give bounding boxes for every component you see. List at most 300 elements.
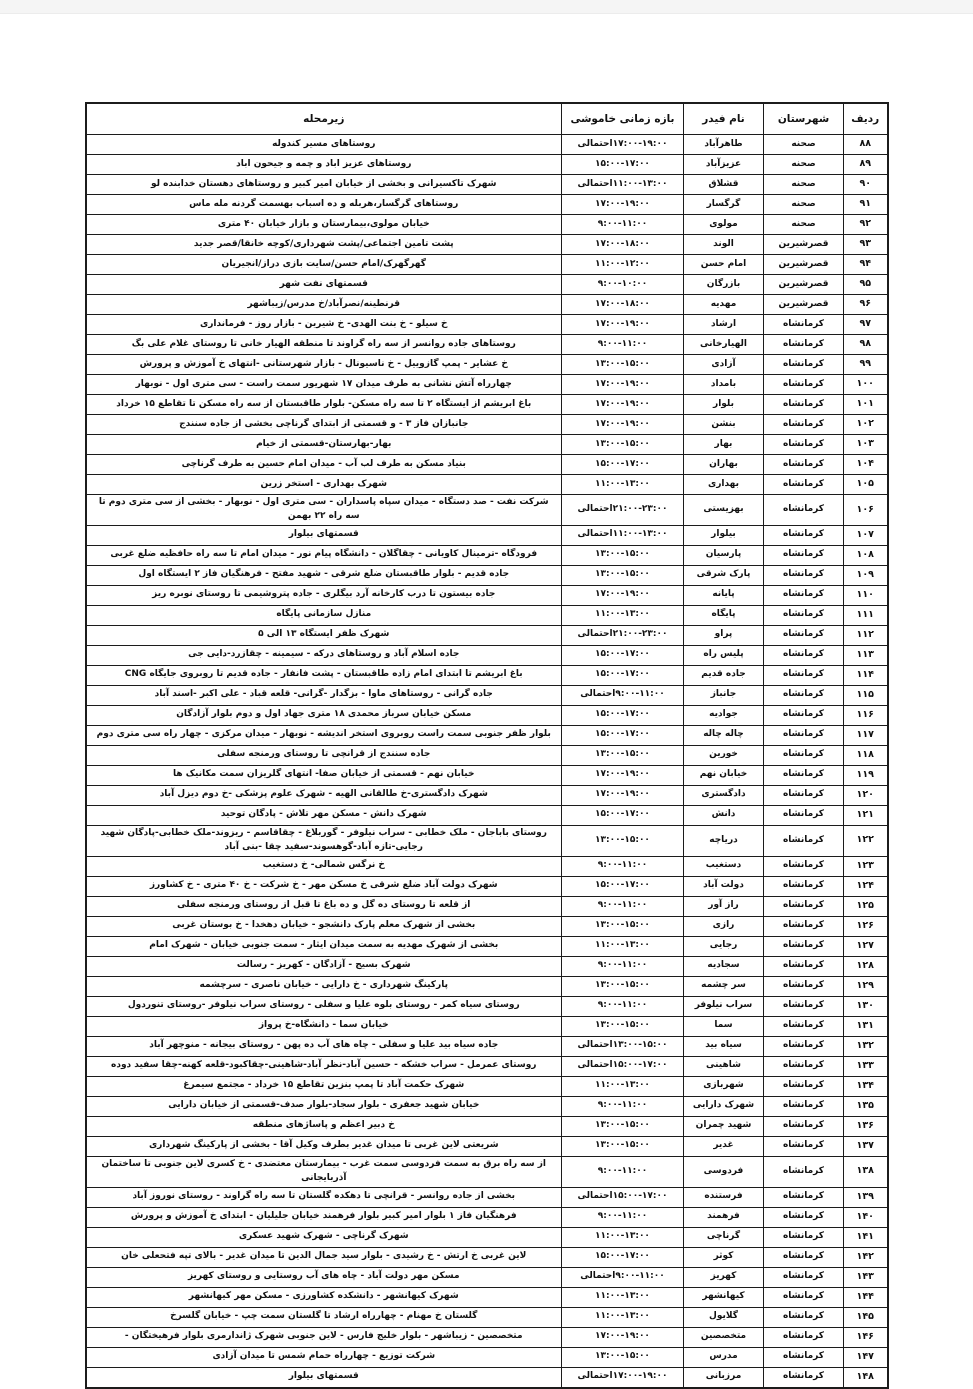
- time-range-value: ۱۱:۰۰-۱۳:۰۰: [612, 529, 668, 540]
- cell-time-range: [562, 765, 684, 785]
- time-range-value: ۱۷:۰۰-۱۸:۰۰: [595, 298, 650, 309]
- cell-row-number: ۱۰۰: [844, 375, 888, 395]
- cell-row-number: ۱۴۱: [844, 1227, 888, 1247]
- cell-sub-neighborhood: فرهنگیان فاز ۱ بلوار امیر کبیر بلوار فرهمند خیابان جلیلیان - ابتدای خ آموزش و پرورش: [86, 1207, 562, 1227]
- time-probable-note: احتمالی: [577, 1060, 613, 1071]
- time-range-value: ۱۱:۰۰-۱۲:۰۰: [595, 258, 650, 269]
- cell-time-range: [562, 896, 684, 916]
- cell-row-number: ۱۳۹: [844, 1187, 888, 1207]
- cell-county: کرمانشاه: [764, 1056, 844, 1076]
- time-probable-note: احتمالی: [577, 138, 613, 149]
- cell-sub-neighborhood: شرکت توزیع - چهارراه حمام شمس تا میدان آزادی: [86, 1347, 562, 1367]
- table-row: [86, 1096, 888, 1116]
- table-row: [86, 1307, 888, 1327]
- cell-county: صحنه: [764, 215, 844, 235]
- time-range-value: ۱۷:۰۰-۱۹:۰۰: [612, 1371, 668, 1382]
- cell-row-number: ۱۳۱: [844, 1016, 888, 1036]
- table-row: [86, 745, 888, 765]
- cell-county: کرمانشاه: [764, 1347, 844, 1367]
- cell-feeder: کوثر: [684, 1247, 764, 1267]
- cell-time-range: [562, 155, 684, 175]
- table-row: [86, 1267, 888, 1287]
- cell-feeder: بلوار: [684, 395, 764, 415]
- cell-sub-neighborhood: قسمتهای بیلوار: [86, 1367, 562, 1388]
- table-row: [86, 1367, 888, 1388]
- time-probable-note: احتمالی: [580, 1271, 616, 1282]
- table-row: [86, 725, 888, 745]
- cell-feeder: عزیزآباد: [684, 155, 764, 175]
- cell-county: کرمانشاه: [764, 976, 844, 996]
- cell-sub-neighborhood: خیابان نهم - قسمتی از خیابان صفا- انتهای گلریزان سمت مکانیک ها: [86, 765, 562, 785]
- cell-feeder: کیهانشهر: [684, 1287, 764, 1307]
- cell-feeder: چاله چاله: [684, 725, 764, 745]
- cell-sub-neighborhood: بخشی از شهرک مهدیه به سمت میدان ایثار - سمت جنوبی خیابان - شهرک امام: [86, 936, 562, 956]
- cell-county: کرمانشاه: [764, 825, 844, 856]
- cell-feeder: گلایول: [684, 1307, 764, 1327]
- cell-time-range: [562, 525, 684, 545]
- cell-time-range: [562, 936, 684, 956]
- time-range-value: ۱۳:۰۰-۱۵:۰۰: [595, 920, 650, 931]
- cell-sub-neighborhood: روستاهای مسیر کندوله: [86, 135, 562, 155]
- table-row: [86, 805, 888, 825]
- cell-sub-neighborhood: جاده اسلام آباد و روستاهای درکه - سیمینه - چقازرد-دایی جی: [86, 645, 562, 665]
- cell-time-range: [562, 1076, 684, 1096]
- cell-time-range: [562, 235, 684, 255]
- table-row: [86, 585, 888, 605]
- time-range-value: ۱۷:۰۰-۱۹:۰۰: [595, 1331, 650, 1342]
- time-range-value: ۱۷:۰۰-۱۸:۰۰: [595, 238, 650, 249]
- cell-sub-neighborhood: شهرک حکمت آباد تا پمپ بنزین تقاطع ۱۵ خرداد - مجتمع سیمرغ: [86, 1076, 562, 1096]
- cell-feeder: مدرس: [684, 1347, 764, 1367]
- cell-county: کرمانشاه: [764, 856, 844, 876]
- cell-feeder: سراب نیلوفر: [684, 996, 764, 1016]
- time-range-value: ۱۳:۰۰-۱۵:۰۰: [595, 358, 650, 369]
- table-row: [86, 355, 888, 375]
- cell-feeder: دادگستری: [684, 785, 764, 805]
- time-range-value: ۱۵:۰۰-۱۷:۰۰: [595, 158, 650, 169]
- table-row: [86, 976, 888, 996]
- cell-feeder: دولت آباد: [684, 876, 764, 896]
- cell-row-number: ۱۰۵: [844, 475, 888, 495]
- cell-feeder: سیاه بید: [684, 1036, 764, 1056]
- cell-county: کرمانشاه: [764, 415, 844, 435]
- cell-sub-neighborhood: روستای عمرمل - سراب خشکه - حسین آباد-نظر آباد-شاهینی-چقاکبود-قلعه کهنه-چقا سفید دوده: [86, 1056, 562, 1076]
- table-row: [86, 1076, 888, 1096]
- cell-county: کرمانشاه: [764, 785, 844, 805]
- cell-time-range: [562, 1187, 684, 1207]
- cell-time-range: [562, 705, 684, 725]
- cell-row-number: ۱۰۶: [844, 495, 888, 526]
- cell-time-range: [562, 805, 684, 825]
- cell-county: کرمانشاه: [764, 1207, 844, 1227]
- cell-row-number: ۹۷: [844, 315, 888, 335]
- cell-feeder: امام حسن: [684, 255, 764, 275]
- cell-sub-neighborhood: گلستان خ مهنام - چهارراه ارشاد تا گلستان سمت چپ - خیابان گلسرخ: [86, 1307, 562, 1327]
- cell-county: کرمانشاه: [764, 355, 844, 375]
- table-row: [86, 375, 888, 395]
- col-header-sub-neighborhood: زیرمحله: [86, 103, 562, 135]
- cell-sub-neighborhood: چهارراه آتش نشانی به طرف میدان ۱۷ شهریور سمت راست - سی متری اول - نوبهار: [86, 375, 562, 395]
- cell-county: کرمانشاه: [764, 1187, 844, 1207]
- cell-county: کرمانشاه: [764, 525, 844, 545]
- cell-sub-neighborhood: خیابان سما - دانشگاه-خ پرواز: [86, 1016, 562, 1036]
- cell-time-range: [562, 1287, 684, 1307]
- cell-time-range: [562, 565, 684, 585]
- cell-row-number: ۸۸: [844, 135, 888, 155]
- cell-sub-neighborhood: قسمتهای نفت شهر: [86, 275, 562, 295]
- cell-row-number: ۱۴۴: [844, 1287, 888, 1307]
- table-row: [86, 1136, 888, 1156]
- cell-county: کرمانشاه: [764, 745, 844, 765]
- cell-sub-neighborhood: باغ ابریشم تا ابتدای امام زاده طاقبستان - پشت فانفار - جاده قدیم تا روبروی جایگاه CNG: [86, 665, 562, 685]
- cell-county: کرمانشاه: [764, 645, 844, 665]
- cell-row-number: ۱۴۳: [844, 1267, 888, 1287]
- cell-feeder: غدیر: [684, 1136, 764, 1156]
- time-probable-note: احتمالی: [580, 689, 616, 700]
- cell-time-range: [562, 1307, 684, 1327]
- table-row: [86, 625, 888, 645]
- cell-time-range: [562, 1367, 684, 1388]
- time-range-value: ۲۱:۰۰-۲۳:۰۰: [612, 629, 668, 640]
- time-range-value: ۱۵:۰۰-۱۷:۰۰: [595, 729, 650, 740]
- cell-row-number: ۱۴۷: [844, 1347, 888, 1367]
- table-row: [86, 785, 888, 805]
- table-row: [86, 765, 888, 785]
- cell-sub-neighborhood: روستاهای گرگسار،هربله و ده اسباب بهسمت گردنه مله ماس: [86, 195, 562, 215]
- time-range-value: ۱۳:۰۰-۱۵:۰۰: [595, 1140, 650, 1151]
- time-range-value: ۹:۰۰-۱۱:۰۰: [597, 1211, 648, 1222]
- cell-row-number: ۱۲۳: [844, 856, 888, 876]
- table-row: [86, 825, 888, 856]
- time-range-value: ۱۱:۰۰-۱۳:۰۰: [612, 178, 668, 189]
- cell-feeder: شهرک دارایی: [684, 1096, 764, 1116]
- time-probable-note: احتمالی: [577, 503, 613, 514]
- cell-row-number: ۱۲۴: [844, 876, 888, 896]
- cell-time-range: [562, 395, 684, 415]
- table-row: [86, 235, 888, 255]
- cell-county: کرمانشاه: [764, 685, 844, 705]
- cell-row-number: ۸۹: [844, 155, 888, 175]
- cell-time-range: [562, 1036, 684, 1056]
- cell-county: کرمانشاه: [764, 605, 844, 625]
- cell-county: کرمانشاه: [764, 956, 844, 976]
- cell-county: قصرشیرین: [764, 295, 844, 315]
- cell-row-number: ۱۱۶: [844, 705, 888, 725]
- cell-feeder: فرهمند: [684, 1207, 764, 1227]
- table-row: [86, 1327, 888, 1347]
- table-row: [86, 495, 888, 526]
- cell-time-range: [562, 195, 684, 215]
- table-row: [86, 1036, 888, 1056]
- cell-county: کرمانشاه: [764, 805, 844, 825]
- cell-county: کرمانشاه: [764, 1227, 844, 1247]
- time-probable-note: احتمالی: [577, 529, 613, 540]
- table-row: [86, 665, 888, 685]
- time-range-value: ۱۱:۰۰-۱۳:۰۰: [595, 1080, 650, 1091]
- cell-feeder: بامداد: [684, 375, 764, 395]
- cell-time-range: [562, 1016, 684, 1036]
- table-row: [86, 1187, 888, 1207]
- cell-sub-neighborhood: شهرک دولت آباد ضلع شرقی خ مسکن مهر - خ شرکت - خ ۴۰ متری - خ کشاورز: [86, 876, 562, 896]
- cell-sub-neighborhood: جاده سیاه بید علیا و سفلی - چاه های آب ده پهن - روستای بیجانه - منوچهر آباد: [86, 1036, 562, 1056]
- cell-feeder: پراو: [684, 625, 764, 645]
- cell-time-range: [562, 375, 684, 395]
- cell-sub-neighborhood: شهرک تاکسیرانی و بخشی از خیابان امیر کبیر و روستاهای دهستان خدابنده لو: [86, 175, 562, 195]
- cell-row-number: ۱۳۶: [844, 1116, 888, 1136]
- cell-feeder: بهاران: [684, 455, 764, 475]
- cell-feeder: گرناچی: [684, 1227, 764, 1247]
- cell-sub-neighborhood: جاده بیستون تا درب کارخانه آرد بیگلری - جاده پتروشیمی تا روستای نوبره ریز: [86, 585, 562, 605]
- cell-sub-neighborhood: خیابان مولوی،بیمارستان و بازار خیابان ۴۰ متری: [86, 215, 562, 235]
- cell-time-range: [562, 355, 684, 375]
- col-header-row-number: ردیف: [844, 103, 888, 135]
- time-range-value: ۹:۰۰-۱۱:۰۰: [597, 1100, 648, 1111]
- time-range-value: ۱۳:۰۰-۱۵:۰۰: [595, 549, 650, 560]
- table-row: [86, 195, 888, 215]
- cell-feeder: دانش: [684, 805, 764, 825]
- time-range-value: ۱۳:۰۰-۱۵:۰۰: [595, 1120, 650, 1131]
- cell-row-number: ۹۵: [844, 275, 888, 295]
- cell-row-number: ۱۲۹: [844, 976, 888, 996]
- cell-row-number: ۱۲۱: [844, 805, 888, 825]
- time-range-value: ۱۱:۰۰-۱۳:۰۰: [595, 478, 650, 489]
- cell-county: کرمانشاه: [764, 1036, 844, 1056]
- time-range-value: ۱۵:۰۰-۱۷:۰۰: [612, 1191, 668, 1202]
- table-row: [86, 295, 888, 315]
- cell-time-range: [562, 1227, 684, 1247]
- cell-row-number: ۱۴۸: [844, 1367, 888, 1388]
- cell-county: کرمانشاه: [764, 625, 844, 645]
- cell-time-range: [562, 625, 684, 645]
- table-row: [86, 435, 888, 455]
- cell-row-number: ۱۱۷: [844, 725, 888, 745]
- cell-county: کرمانشاه: [764, 1136, 844, 1156]
- cell-feeder: بهداری: [684, 475, 764, 495]
- table-row: [86, 896, 888, 916]
- cell-sub-neighborhood: بهار-بهارستان-قسمتی از خیام: [86, 435, 562, 455]
- time-range-value: ۹:۰۰-۱۱:۰۰: [597, 218, 648, 229]
- table-row: [86, 1156, 888, 1187]
- cell-county: کرمانشاه: [764, 435, 844, 455]
- table-row: [86, 605, 888, 625]
- table-row: [86, 876, 888, 896]
- cell-sub-neighborhood: شهرک گرناچی - شهرک شهید عسکری: [86, 1227, 562, 1247]
- table-row: [86, 1347, 888, 1367]
- cell-time-range: [562, 956, 684, 976]
- cell-feeder: جانباز: [684, 685, 764, 705]
- cell-row-number: ۹۳: [844, 235, 888, 255]
- time-range-value: ۱۱:۰۰-۱۳:۰۰: [595, 1291, 650, 1302]
- cell-sub-neighborhood: جاده قدیم - بلوار طاقبستان ضلع شرقی - شهید مفتح - فرهنگیان فاز ۲ ایستگاه اول: [86, 565, 562, 585]
- cell-row-number: ۹۸: [844, 335, 888, 355]
- cell-county: کرمانشاه: [764, 936, 844, 956]
- cell-sub-neighborhood: شریعتی لاین غربی تا میدان غدیر بطرف وکیل آقا - بخشی از پارکینگ شهرداری: [86, 1136, 562, 1156]
- table-row: [86, 565, 888, 585]
- cell-feeder: قشلاق: [684, 175, 764, 195]
- cell-county: صحنه: [764, 175, 844, 195]
- cell-feeder: کهریز: [684, 1267, 764, 1287]
- cell-time-range: [562, 335, 684, 355]
- cell-sub-neighborhood: بخشی از شهرک معلم پارک دانشجو - خیابان دهخدا - خ بوستان غربی: [86, 916, 562, 936]
- cell-sub-neighborhood: شهرک ظفر ایستگاه ۱۳ الی ۵: [86, 625, 562, 645]
- cell-row-number: ۱۳۴: [844, 1076, 888, 1096]
- cell-time-range: [562, 1347, 684, 1367]
- cell-time-range: [562, 856, 684, 876]
- cell-row-number: ۱۳۸: [844, 1156, 888, 1187]
- table-row: [86, 685, 888, 705]
- cell-county: کرمانشاه: [764, 495, 844, 526]
- cell-row-number: ۹۹: [844, 355, 888, 375]
- cell-feeder: مهدیه: [684, 295, 764, 315]
- cell-feeder: سما: [684, 1016, 764, 1036]
- table-row: [86, 856, 888, 876]
- cell-row-number: ۱۱۴: [844, 665, 888, 685]
- cell-sub-neighborhood: خ سیلو - خ بنت الهدی- خ شیرین - بازار روز - فرمانداری: [86, 315, 562, 335]
- cell-county: کرمانشاه: [764, 1116, 844, 1136]
- time-range-value: ۱۳:۰۰-۱۵:۰۰: [595, 1351, 650, 1362]
- time-range-value: ۱۱:۰۰-۱۳:۰۰: [595, 609, 650, 620]
- cell-sub-neighborhood: فرودگاه -ترمینال کاویانی - چقاگلان - دانشگاه پیام نور - میدان امام تا سه راه حافظیه ضلع غربی: [86, 545, 562, 565]
- cell-time-range: [562, 1056, 684, 1076]
- cell-feeder: پلیس راه: [684, 645, 764, 665]
- time-range-value: ۱۳:۰۰-۱۵:۰۰: [595, 980, 650, 991]
- cell-row-number: ۱۰۳: [844, 435, 888, 455]
- time-range-value: ۹:۰۰-۱۰:۰۰: [597, 278, 648, 289]
- cell-feeder: شاهینی: [684, 1056, 764, 1076]
- cell-feeder: خورین: [684, 745, 764, 765]
- cell-sub-neighborhood: شهرک بهداری - استخر زرین: [86, 475, 562, 495]
- cell-feeder: جاده قدیم: [684, 665, 764, 685]
- cell-county: کرمانشاه: [764, 705, 844, 725]
- cell-feeder: الهیارخانی: [684, 335, 764, 355]
- cell-sub-neighborhood: قسمتهای بیلوار: [86, 525, 562, 545]
- cell-time-range: [562, 415, 684, 435]
- cell-row-number: ۱۲۷: [844, 936, 888, 956]
- cell-feeder: مولوی: [684, 215, 764, 235]
- cell-county: کرمانشاه: [764, 876, 844, 896]
- cell-sub-neighborhood: پشت تامین اجتماعی/پشت شهرداری/کوچه خانقا/قصر جدید: [86, 235, 562, 255]
- cell-county: کرمانشاه: [764, 725, 844, 745]
- cell-feeder: متخصصین: [684, 1327, 764, 1347]
- cell-row-number: ۱۱۰: [844, 585, 888, 605]
- table-row: [86, 1116, 888, 1136]
- table-row: [86, 525, 888, 545]
- cell-sub-neighborhood: متخصصین - زیباشهر - بلوار خلیج فارس - لاین جنوبی شهرک ژاندارمری بلوار فرهیختگان -: [86, 1327, 562, 1347]
- cell-county: کرمانشاه: [764, 1287, 844, 1307]
- cell-row-number: ۱۰۹: [844, 565, 888, 585]
- table-row: [86, 455, 888, 475]
- cell-county: کرمانشاه: [764, 1156, 844, 1187]
- time-range-value: ۹:۰۰-۱۱:۰۰: [597, 960, 648, 971]
- cell-row-number: ۹۴: [844, 255, 888, 275]
- cell-feeder: رجایی: [684, 936, 764, 956]
- cell-time-range: [562, 996, 684, 1016]
- cell-row-number: ۱۱۱: [844, 605, 888, 625]
- cell-feeder: پایگاه: [684, 605, 764, 625]
- cell-county: کرمانشاه: [764, 585, 844, 605]
- header-row: [86, 103, 888, 135]
- table-row: [86, 135, 888, 155]
- time-probable-note: احتمالی: [577, 1040, 613, 1051]
- cell-county: کرمانشاه: [764, 545, 844, 565]
- cell-sub-neighborhood: از سه راه برق به سمت فردوسی سمت غرب - بیمارستان معتضدی - خ کسری لاین جنوبی تا ساختمان آذربایجانی: [86, 1156, 562, 1187]
- cell-time-range: [562, 1096, 684, 1116]
- time-range-value: ۱۱:۰۰-۱۳:۰۰: [595, 1311, 650, 1322]
- cell-row-number: ۱۲۶: [844, 916, 888, 936]
- cell-feeder: پارسیان: [684, 545, 764, 565]
- cell-county: کرمانشاه: [764, 665, 844, 685]
- cell-row-number: ۱۲۵: [844, 896, 888, 916]
- cell-time-range: [562, 725, 684, 745]
- cell-time-range: [562, 545, 684, 565]
- cell-row-number: ۹۰: [844, 175, 888, 195]
- cell-sub-neighborhood: شهرک دادگستری-خ طالقانی الهیه - شهرک علوم پزشکی -خ دوم دیزل آباد: [86, 785, 562, 805]
- table-row: [86, 215, 888, 235]
- cell-time-range: [562, 175, 684, 195]
- table-row: [86, 936, 888, 956]
- cell-feeder: بهار: [684, 435, 764, 455]
- cell-feeder: پایانه: [684, 585, 764, 605]
- cell-time-range: [562, 315, 684, 335]
- table-row: [86, 255, 888, 275]
- cell-feeder: ارشاد: [684, 315, 764, 335]
- table-row: [86, 1227, 888, 1247]
- time-range-value: ۱۳:۰۰-۱۵:۰۰: [612, 1040, 668, 1051]
- time-range-value: ۱۳:۰۰-۱۵:۰۰: [595, 834, 650, 845]
- time-range-value: ۱۷:۰۰-۱۹:۰۰: [595, 789, 650, 800]
- cell-time-range: [562, 745, 684, 765]
- cell-feeder: گرگسار: [684, 195, 764, 215]
- time-range-value: ۱۱:۰۰-۱۳:۰۰: [595, 940, 650, 951]
- time-range-value: ۱۷:۰۰-۱۹:۰۰: [612, 138, 668, 149]
- top-chrome-strip: [0, 0, 973, 14]
- cell-feeder: الوند: [684, 235, 764, 255]
- time-range-value: ۲۱:۰۰-۲۳:۰۰: [612, 503, 668, 514]
- cell-feeder: رازی: [684, 916, 764, 936]
- cell-sub-neighborhood: خ نرگس شمالی- خ دستغیب: [86, 856, 562, 876]
- cell-feeder: راز آور: [684, 896, 764, 916]
- cell-time-range: [562, 1327, 684, 1347]
- cell-county: کرمانشاه: [764, 1327, 844, 1347]
- cell-county: کرمانشاه: [764, 996, 844, 1016]
- cell-feeder: دریاچه: [684, 825, 764, 856]
- cell-sub-neighborhood: خ عشایر - پمپ گازوییل - خ ناسیونال - بازار شهرستانی -انتهای خ آموزش و پرورش: [86, 355, 562, 375]
- cell-sub-neighborhood: بخشی از جاده روانسر - قرانچی تا دهکده گلستان تا سه راه گراوند - روستای نوروز آباد: [86, 1187, 562, 1207]
- cell-row-number: ۱۳۵: [844, 1096, 888, 1116]
- time-probable-note: احتمالی: [577, 178, 613, 189]
- time-range-value: ۹:۰۰-۱۱:۰۰: [615, 689, 665, 700]
- time-range-value: ۱۳:۰۰-۱۵:۰۰: [595, 438, 650, 449]
- table-row: [86, 705, 888, 725]
- cell-sub-neighborhood: روستای سیاه کمر - روستای بلوه علیا و سفلی - روستای سراب نیلوفر -روستای تنوردول: [86, 996, 562, 1016]
- cell-sub-neighborhood: باغ ابریشم از ایستگاه ۲ تا سه راه مسکن- بلوار طاقبستان از سه راه مسکن تا تقاطع ۱۵ خرداد: [86, 395, 562, 415]
- cell-time-range: [562, 255, 684, 275]
- cell-time-range: [562, 876, 684, 896]
- time-range-value: ۹:۰۰-۱۱:۰۰: [597, 900, 648, 911]
- col-header-time-range: بازه زمانی خاموشی: [562, 103, 684, 135]
- cell-sub-neighborhood: شهرک بسیج - آزادگان - کهریز - رسالت: [86, 956, 562, 976]
- cell-feeder: جوادیه: [684, 705, 764, 725]
- cell-time-range: [562, 665, 684, 685]
- cell-row-number: ۹۲: [844, 215, 888, 235]
- cell-county: کرمانشاه: [764, 1096, 844, 1116]
- cell-time-range: [562, 916, 684, 936]
- table-body: [86, 135, 888, 1388]
- cell-row-number: ۱۱۹: [844, 765, 888, 785]
- cell-county: قصرشیرین: [764, 255, 844, 275]
- outage-schedule-table: [85, 102, 889, 1389]
- cell-sub-neighborhood: قرنطینه/نصرآباد/خ مدرس/زیباشهر: [86, 295, 562, 315]
